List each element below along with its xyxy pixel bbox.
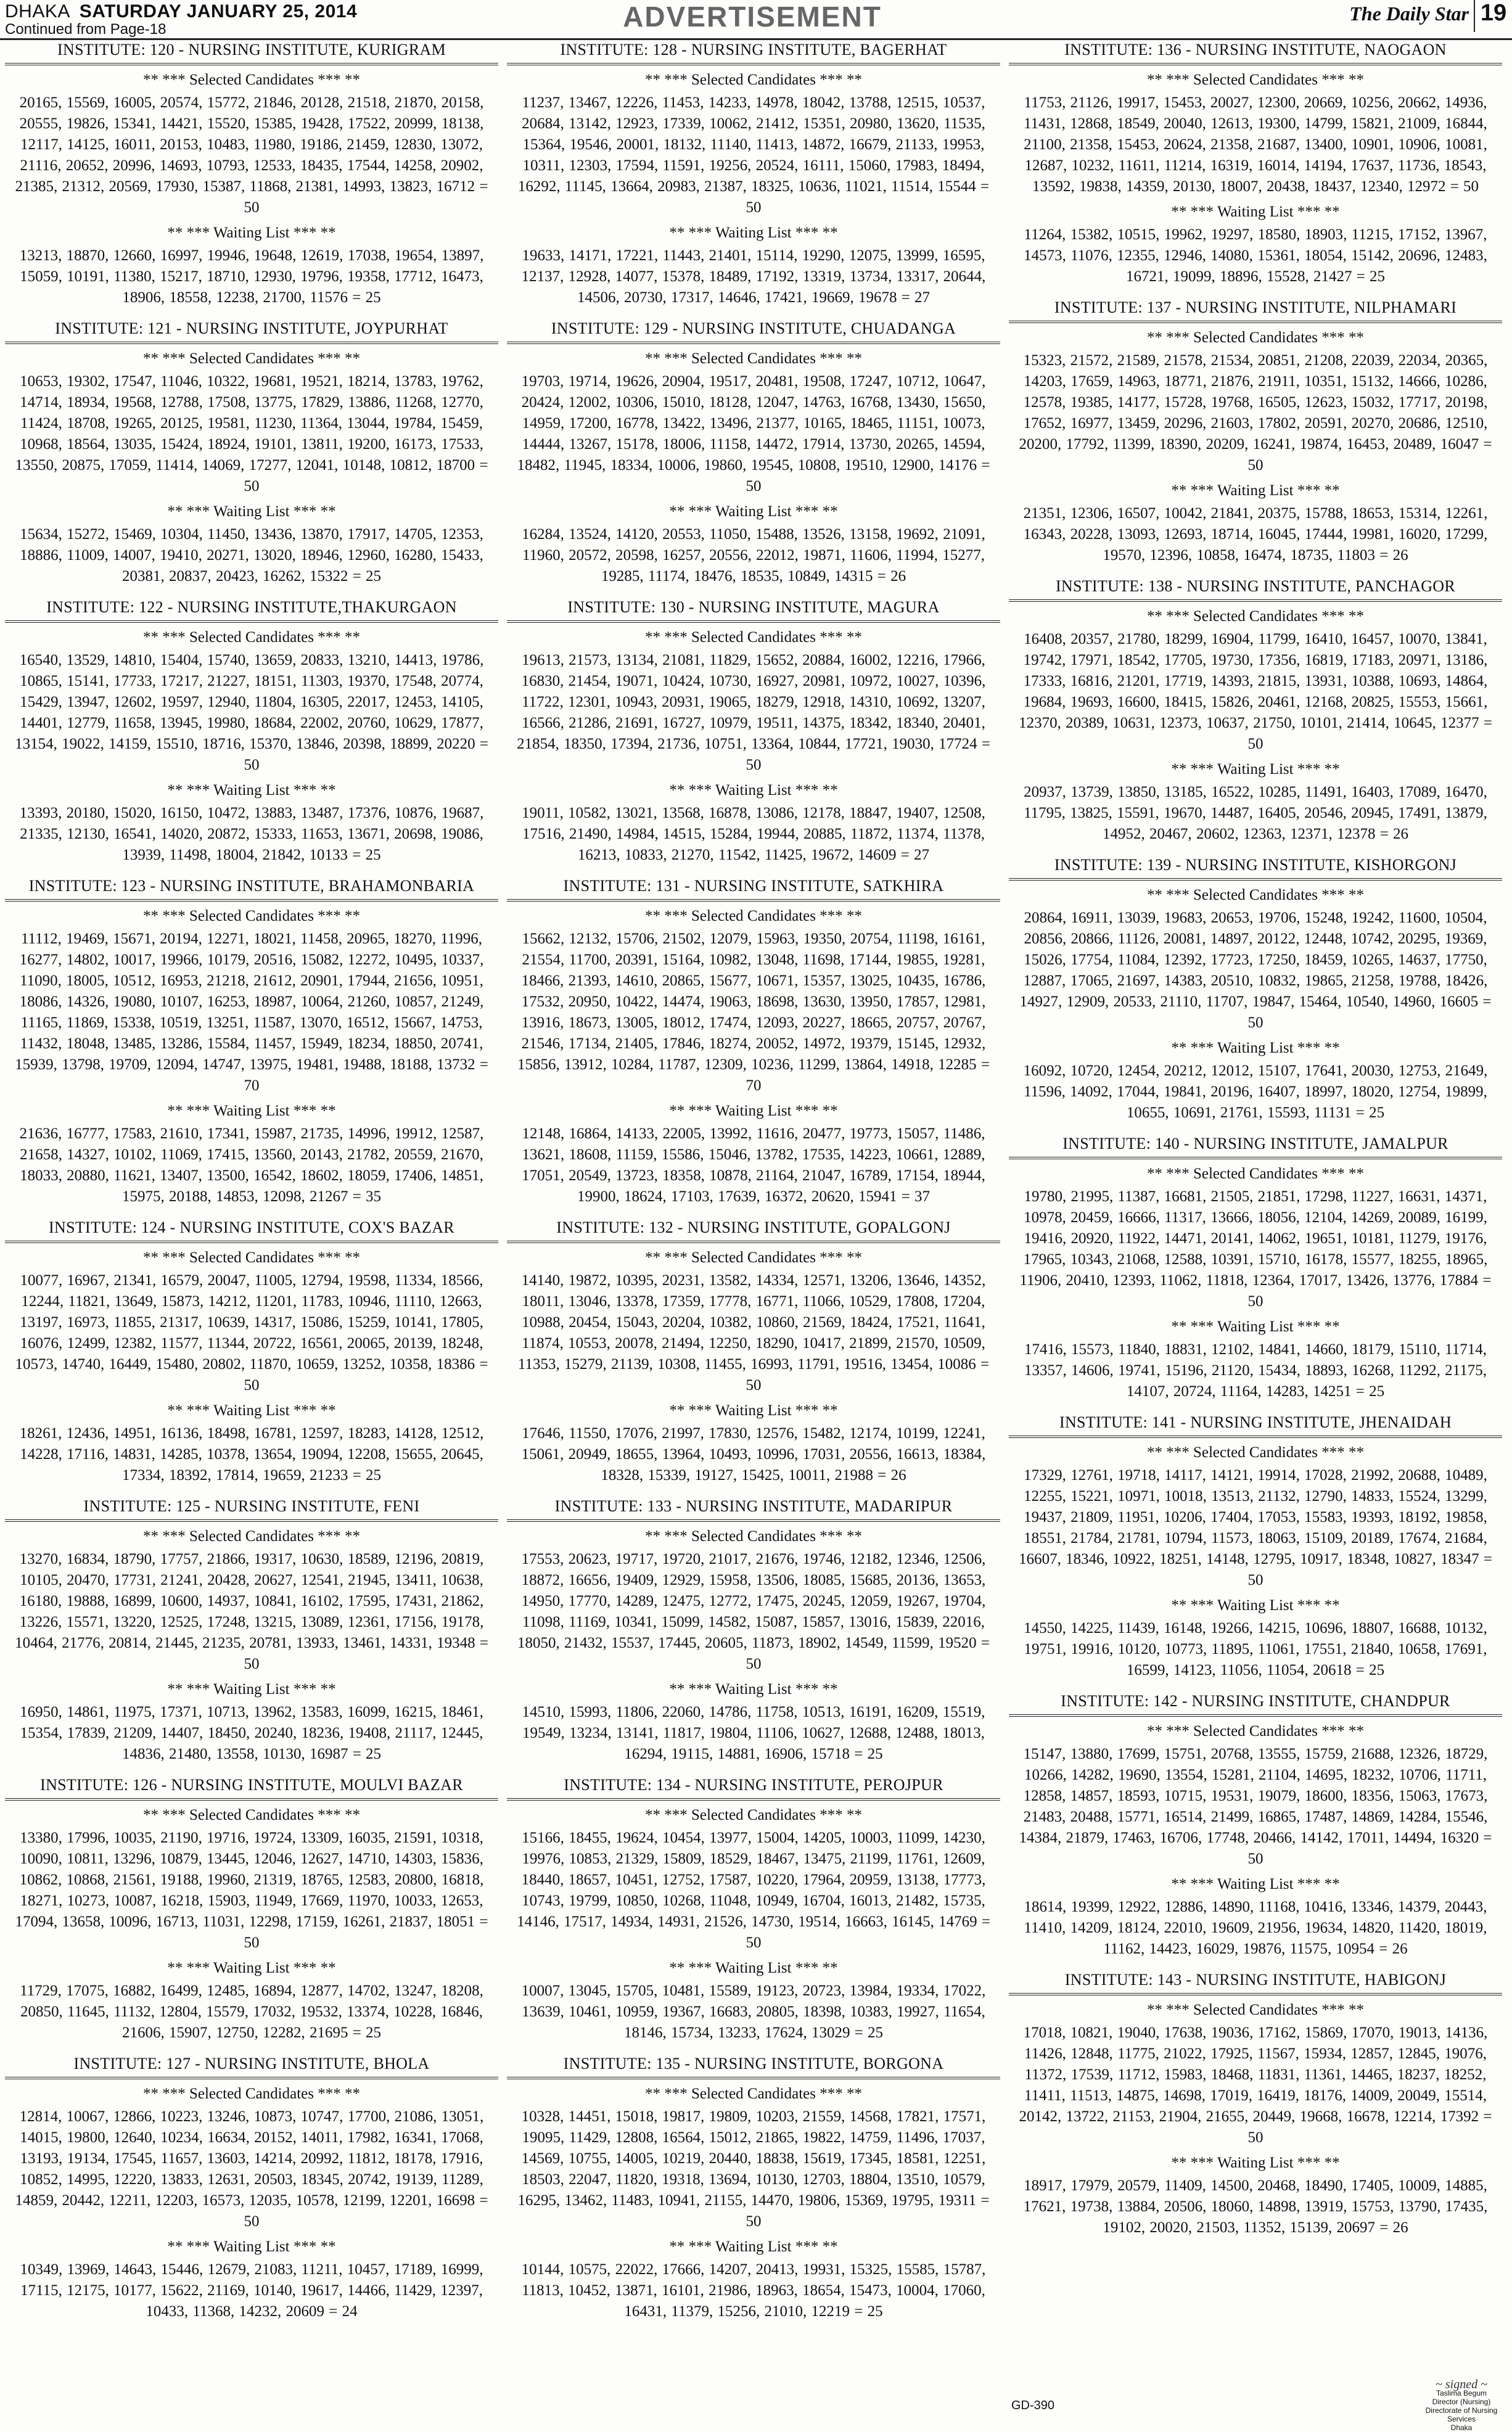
block-spacer: [1009, 1402, 1502, 1411]
waiting-list: 19011, 10582, 13021, 13568, 16878, 13086, 12178, 18847, 19407, 12508, 17516, 21490, 14984, 14515, 15284, 19944, 20885, 11872, 11374, 11378, 16213, 10833, 21270, 11542, 11425, 19672, 14609 = 27: [522, 805, 985, 863]
institute-title: INSTITUTE: 126 - NURSING INSTITUTE, MOULVI BAZAR: [5, 1773, 498, 1801]
signatory-title: Director (Nursing): [1432, 2397, 1491, 2406]
selected-label: ** *** Selected Candidates *** **: [142, 908, 360, 924]
selected-candidates: 13380, 17996, 10035, 21190, 19716, 19724, 13309, 16035, 21591, 10318, 10090, 10811, 13296, 10879, 13445, 12046, 12627, 14710, 14303, 15836, 10862, 10868, 21561, 19188, 19960, 21319, 18765, 12583, 20800, 16818, 18271, 10273, 10087, 16218, 15903, 11949, 17669, 11970, 10033, 12653, 17094, 13658, 10096, 16713, 11031, 12298, 17159, 16261, 21837, 18051 = 50: [15, 1830, 488, 1951]
selected-label: ** *** Selected Candidates *** **: [644, 908, 862, 924]
institute-title: INSTITUTE: 133 - NURSING INSTITUTE, MADARIPUR: [507, 1495, 1000, 1522]
institute-block: [5, 38, 498, 317]
selected-candidates: 11112, 19469, 15671, 20194, 12271, 18021, 11458, 20965, 18270, 11996, 16277, 14802, 10017, 19966, 10179, 20516, 15082, 12272, 10495, 10337, 11090, 18005, 10512, 16953, 21218, 21612, 20901, 17944, 21656, 10951, 18086, 14326, 19080, 10107, 16253, 18987, 10064, 21260, 10857, 21249, 11165, 11869, 15338, 10519, 13251, 11587, 13070, 16512, 15667, 14753, 11432, 18048, 13485, 13286, 15584, 11457, 15949, 18234, 18850, 20741, 15939, 13798, 19709, 12094, 14747, 13975, 19481, 19488, 18188, 13732 = 70: [15, 930, 488, 1094]
waiting-list: 14510, 15993, 11806, 22060, 14786, 11758, 10513, 16191, 16209, 15519, 19549, 13234, 13141, 11817, 19804, 11106, 10627, 12688, 12488, 18013, 16294, 19115, 14881, 16906, 15718 = 25: [522, 1704, 985, 1762]
block-spacer: [507, 866, 1000, 874]
block-spacer: [5, 2322, 498, 2331]
institute-block: [5, 2052, 498, 2331]
selected-label: ** *** Selected Candidates *** **: [1146, 2002, 1364, 2018]
waiting-list: 17646, 11550, 17076, 21997, 17830, 12576, 15482, 12174, 10199, 12241, 15061, 20949, 18655, 13964, 10493, 10996, 17031, 20556, 16613, 18384, 18328, 15339, 19127, 15425, 10011, 21988 = 26: [521, 1425, 986, 1484]
selected-candidates: 15662, 12132, 15706, 21502, 12079, 15963, 19350, 20754, 11198, 16161, 21554, 11700, 20391, 15164, 10982, 13048, 11698, 17144, 19855, 19281, 18466, 21393, 14610, 20865, 15677, 10671, 15357, 13025, 10435, 16786, 17532, 20950, 10422, 14474, 19063, 18698, 13630, 13950, 17857, 12981, 13916, 18673, 13005, 18012, 17474, 12093, 20227, 18665, 20757, 20767, 21546, 17134, 21405, 17846, 18274, 20052, 14972, 19379, 15145, 12932, 15856, 13912, 10284, 11787, 12309, 10236, 11299, 13864, 14918, 12285 = 70: [517, 930, 990, 1094]
block-spacer: [5, 866, 498, 874]
institute-block: [1009, 853, 1502, 1132]
institute-block: [507, 2052, 1000, 2331]
ad-code: GD-390: [1011, 2399, 1055, 2412]
selected-label: ** *** Selected Candidates *** **: [1146, 887, 1364, 903]
waiting-list: 16284, 13524, 14120, 20553, 11050, 15488, 13526, 13158, 19692, 21091, 11960, 20572, 20598, 16257, 20556, 22012, 19871, 11606, 11994, 15277, 19285, 11174, 18476, 18535, 10849, 14315 = 26: [522, 526, 985, 585]
waiting-label: ** *** Waiting List *** **: [669, 503, 838, 520]
institute-block: [5, 1773, 498, 2052]
selected-candidates: 17553, 20623, 19717, 19720, 21017, 21676, 19746, 12182, 12346, 12506, 18872, 16656, 19409, 12929, 15958, 13506, 18085, 15685, 20136, 13653, 14950, 17770, 14289, 12475, 12772, 17475, 20245, 12059, 19267, 19704, 11098, 11169, 10341, 15099, 14582, 15087, 15857, 13016, 15839, 22016, 18050, 21432, 15537, 17445, 20605, 11873, 18902, 14549, 11599, 19520 = 50: [517, 1551, 990, 1672]
institute-title: INSTITUTE: 123 - NURSING INSTITUTE, BRAHAMONBARIA: [5, 874, 498, 902]
waiting-list: 10349, 13969, 14643, 15446, 12679, 21083, 11211, 10457, 17189, 16999, 17115, 12175, 10177, 15622, 21169, 10140, 19617, 14466, 11429, 12397, 10433, 11368, 14232, 20609 = 24: [20, 2261, 483, 2320]
institute-title: INSTITUTE: 135 - NURSING INSTITUTE, BORGONA: [507, 2052, 1000, 2079]
waiting-list: 12148, 16864, 14133, 22005, 13992, 11616, 20477, 19773, 15057, 11486, 13621, 18608, 11159, 15586, 15046, 13782, 17535, 14223, 10661, 12889, 17051, 20549, 13723, 18358, 10878, 21164, 21047, 16789, 17154, 18944, 19900, 18624, 17103, 17639, 16372, 20620, 15941 = 37: [522, 1125, 985, 1205]
selected-label: ** *** Selected Candidates *** **: [142, 1249, 360, 1266]
waiting-label: ** *** Waiting List *** **: [1171, 482, 1340, 499]
selected-candidates: 20864, 16911, 13039, 19683, 20653, 19706, 15248, 19242, 11600, 10504, 20856, 20866, 11126, 20081, 14897, 20122, 12448, 10742, 20295, 19369, 15026, 17754, 11084, 12392, 17723, 17250, 18459, 10265, 14637, 17750, 12887, 17065, 21697, 14383, 20510, 10832, 19865, 21258, 19788, 18426, 14927, 12909, 20533, 21110, 11707, 19847, 15464, 10540, 14960, 16605 = 50: [1019, 910, 1492, 1031]
institute-title: INSTITUTE: 128 - NURSING INSTITUTE, BAGERHAT: [507, 38, 1000, 65]
institute-block: [5, 1216, 498, 1495]
selected-label: ** *** Selected Candidates *** **: [644, 629, 862, 646]
selected-label: ** *** Selected Candidates *** **: [142, 629, 360, 646]
institute-title: INSTITUTE: 121 - NURSING INSTITUTE, JOYPURHAT: [5, 317, 498, 344]
waiting-label: ** *** Waiting List *** **: [669, 1960, 838, 1976]
waiting-list: 20937, 13739, 13850, 13185, 16522, 10285, 11491, 16403, 17089, 16470, 11795, 13825, 15591, 19670, 14487, 16405, 20546, 20945, 17491, 13879, 14952, 20467, 20602, 12363, 12371, 12378 = 26: [1024, 784, 1487, 842]
selected-label: ** *** Selected Candidates *** **: [1146, 329, 1364, 346]
block-spacer: [1009, 287, 1502, 296]
selected-label: ** *** Selected Candidates *** **: [1146, 608, 1364, 625]
waiting-label: ** *** Waiting List *** **: [167, 782, 336, 799]
block-spacer: [1009, 566, 1502, 575]
selected-label: ** *** Selected Candidates *** **: [142, 1528, 360, 1545]
institute-block: [1009, 38, 1502, 296]
selected-candidates: 14140, 19872, 10395, 20231, 13582, 14334, 12571, 13206, 13646, 14352, 18011, 13046, 13378, 17359, 17778, 16771, 11066, 10529, 17808, 17204, 10988, 20454, 15043, 20204, 10382, 10860, 21569, 18424, 17521, 11641, 11874, 10553, 20078, 21494, 12250, 18290, 10417, 21899, 21570, 10509, 11353, 15279, 21139, 10308, 11455, 16993, 11791, 19516, 13454, 10086 = 50: [517, 1272, 990, 1394]
institute-block: [507, 1216, 1000, 1495]
institute-block: [5, 317, 498, 596]
dateline: [5, 1, 357, 22]
selected-candidates: 15147, 13880, 17699, 15751, 20768, 13555, 15759, 21688, 12326, 18729, 10266, 14282, 19690, 13554, 15281, 21104, 14695, 18232, 10706, 11711, 12858, 14857, 18593, 10715, 19531, 19079, 18600, 18356, 15063, 17673, 21483, 20488, 15771, 16514, 21499, 16865, 17487, 14869, 14284, 15546, 14384, 21879, 17463, 16706, 17748, 20466, 14142, 17011, 14494, 16320 = 50: [1019, 1746, 1492, 1867]
institute-title: INSTITUTE: 136 - NURSING INSTITUTE, NAOGAON: [1009, 38, 1502, 65]
selected-label: ** *** Selected Candidates *** **: [142, 72, 360, 88]
selected-candidates: 10077, 16967, 21341, 16579, 20047, 11005, 12794, 19598, 11334, 18566, 12244, 11821, 13649, 15873, 14212, 11201, 11783, 10946, 11110, 12663, 13197, 16973, 11855, 21317, 10639, 14317, 15086, 15259, 10141, 17805, 16076, 12499, 12382, 11577, 11344, 20722, 16561, 20065, 20139, 18248, 10573, 14740, 16449, 15480, 20802, 11870, 10659, 13252, 10358, 18386 = 50: [15, 1272, 488, 1394]
selected-label: ** *** Selected Candidates *** **: [644, 72, 862, 88]
waiting-list: 16092, 10720, 12454, 20212, 12012, 15107, 17641, 20030, 12753, 21649, 11596, 14092, 17044, 19841, 20196, 16407, 18997, 18020, 12754, 19899, 10655, 10691, 21761, 15593, 11131 = 25: [1023, 1062, 1488, 1121]
selected-candidates: 19780, 21995, 11387, 16681, 21505, 21851, 17298, 11227, 16631, 14371, 10978, 20459, 16666, 11317, 13666, 18056, 12104, 14269, 20089, 16199, 19416, 20920, 11922, 14471, 20141, 14062, 19651, 10181, 11279, 19176, 17965, 10343, 21068, 12588, 10391, 15710, 16178, 15577, 18255, 18965, 11906, 20410, 12393, 11062, 11818, 12364, 17017, 13426, 13776, 17884 = 50: [1019, 1188, 1492, 1310]
waiting-label: ** *** Waiting List *** **: [1171, 1318, 1340, 1335]
waiting-label: ** *** Waiting List *** **: [1171, 1597, 1340, 1614]
institute-title: INSTITUTE: 139 - NURSING INSTITUTE, KISHORGONJ: [1009, 853, 1502, 881]
selected-label: ** *** Selected Candidates *** **: [644, 1528, 862, 1545]
selected-candidates: 10653, 19302, 17547, 11046, 10322, 19681, 19521, 18214, 13783, 19762, 14714, 18934, 19568, 12788, 17508, 13775, 17829, 13886, 11268, 12770, 11424, 18708, 19265, 20125, 19581, 11230, 11364, 13044, 19784, 15459, 10968, 18564, 13035, 15424, 18924, 19101, 13811, 19200, 16173, 17533, 13550, 20875, 17059, 11414, 14069, 17277, 12041, 10148, 10812, 18700 = 50: [15, 373, 488, 495]
block-spacer: [507, 1207, 1000, 1216]
waiting-list: 18917, 17979, 20579, 11409, 14500, 20468, 18490, 17405, 10009, 14885, 17621, 19738, 13884, 20506, 18060, 14898, 13919, 15753, 13790, 17435, 19102, 20020, 21503, 11352, 15139, 20697 = 26: [1023, 2177, 1488, 2236]
waiting-label: ** *** Waiting List *** **: [167, 1103, 336, 1119]
waiting-list: 15634, 15272, 15469, 10304, 11450, 13436, 13870, 17917, 14705, 12353, 18886, 11009, 14007, 19410, 20271, 13020, 18946, 12960, 16280, 15433, 20381, 20837, 20423, 16262, 15322 = 25: [20, 526, 483, 585]
selected-candidates: 16408, 20357, 21780, 18299, 16904, 11799, 16410, 16457, 10070, 13841, 19742, 17971, 18542, 17705, 19730, 17356, 16819, 17183, 20971, 13186, 17333, 16816, 21201, 17719, 14393, 21815, 13931, 10388, 10693, 14864, 19684, 19693, 16600, 18415, 15826, 20461, 12168, 20825, 15553, 15661, 12370, 20389, 10631, 12373, 10637, 21750, 10101, 21414, 10645, 12377 = 50: [1019, 631, 1492, 752]
institute-title: INSTITUTE: 134 - NURSING INSTITUTE, PEROJPUR: [507, 1773, 1000, 1801]
newspaper-logo: The Daily Star: [1349, 2, 1469, 25]
block-spacer: [507, 308, 1000, 317]
selected-candidates: 11753, 21126, 19917, 15453, 20027, 12300, 20669, 10256, 20662, 14936, 11431, 12868, 18549, 20040, 12613, 19300, 14799, 15821, 21009, 16844, 21100, 21358, 15453, 20624, 21358, 21687, 13400, 10901, 10906, 10081, 12687, 10232, 11611, 11214, 16319, 16014, 14194, 17637, 11736, 18543, 13592, 19838, 14359, 20130, 18007, 20438, 18437, 12340, 12972 = 50: [1024, 94, 1487, 195]
dateline-city: DHAKA: [5, 1, 70, 22]
signature-block: [1418, 2380, 1505, 2432]
block-spacer: [1009, 1960, 1502, 1968]
waiting-label: ** *** Waiting List *** **: [167, 2238, 336, 2255]
selected-label: ** *** Selected Candidates *** **: [644, 1249, 862, 1266]
institute-title: INSTITUTE: 142 - NURSING INSTITUTE, CHANDPUR: [1009, 1690, 1502, 1717]
waiting-label: ** *** Waiting List *** **: [167, 1402, 336, 1419]
selected-label: ** *** Selected Candidates *** **: [644, 1807, 862, 1823]
institute-title: INSTITUTE: 132 - NURSING INSTITUTE, GOPALGONJ: [507, 1216, 1000, 1243]
waiting-list: 10007, 13045, 15705, 10481, 15589, 19123, 20723, 13984, 19334, 17022, 13639, 10461, 10959, 19367, 16683, 20805, 18398, 10383, 19927, 11654, 18146, 15734, 13233, 17624, 13029 = 25: [521, 1982, 986, 2041]
institute-block: [1009, 296, 1502, 575]
block-spacer: [5, 587, 498, 596]
institute-title: INSTITUTE: 120 - NURSING INSTITUTE, KURIGRAM: [5, 38, 498, 65]
waiting-list: 21636, 16777, 17583, 21610, 17341, 15987, 21735, 14996, 19912, 12587, 21658, 14327, 10102, 11069, 17415, 13560, 20143, 21782, 20559, 21670, 18033, 20880, 11621, 13407, 13500, 16542, 18602, 18059, 17406, 14851, 15975, 20188, 14853, 12098, 21267 = 35: [19, 1125, 484, 1205]
waiting-label: ** *** Waiting List *** **: [167, 224, 336, 241]
institute-block: [1009, 575, 1502, 853]
waiting-label: ** *** Waiting List *** **: [1171, 761, 1340, 778]
institute-block: [5, 596, 498, 874]
block-spacer: [5, 1486, 498, 1495]
section-title: ADVERTISEMENT: [623, 1, 882, 33]
selected-label: ** *** Selected Candidates *** **: [644, 350, 862, 367]
institute-block: [5, 1495, 498, 1773]
selected-candidates: 15166, 18455, 19624, 10454, 13977, 15004, 14205, 10003, 11099, 14230, 19976, 10853, 21329, 15809, 18529, 18467, 13475, 21199, 11761, 12609, 18440, 18657, 10451, 12752, 17587, 10220, 17964, 20959, 13138, 17773, 10743, 19799, 10850, 10268, 11048, 10949, 16704, 16013, 21482, 15735, 14146, 17517, 14934, 14931, 21526, 14730, 19514, 16663, 16145, 14769 = 50: [517, 1830, 990, 1951]
waiting-label: ** *** Waiting List *** **: [669, 782, 838, 799]
waiting-list: 10144, 10575, 22022, 17666, 14207, 20413, 19931, 15325, 15585, 15787, 11813, 10452, 13871, 16101, 21986, 18963, 18654, 15473, 10004, 17060, 16431, 11379, 15256, 21010, 12219 = 25: [521, 2261, 986, 2320]
selected-label: ** *** Selected Candidates *** **: [142, 350, 360, 367]
waiting-list: 14550, 14225, 11439, 16148, 19266, 14215, 10696, 18807, 16688, 10132, 19751, 19916, 10120, 10773, 11895, 11061, 17551, 21840, 10658, 17691, 16599, 14123, 11056, 11054, 20618 = 25: [1024, 1620, 1487, 1678]
institute-block: [507, 38, 1000, 317]
selected-candidates: 11237, 13467, 12226, 11453, 14233, 14978, 18042, 13788, 12515, 10537, 20684, 13142, 12923, 17339, 10062, 21412, 15351, 20980, 13620, 11535, 15364, 19546, 20001, 18132, 11140, 11413, 14872, 16679, 21133, 19953, 10311, 12303, 17594, 11591, 19256, 20524, 16111, 15060, 17983, 18494, 16292, 11145, 13664, 20983, 21387, 18325, 10636, 11021, 11514, 15544 = 50: [517, 94, 990, 216]
waiting-label: ** *** Waiting List *** **: [669, 1103, 838, 1119]
waiting-list: 16950, 14861, 11975, 17371, 10713, 13962, 13583, 16099, 16215, 18461, 15354, 17839, 21209, 14407, 18450, 20240, 18236, 19408, 21117, 12445, 14836, 21480, 13558, 10130, 16987 = 25: [20, 1704, 483, 1762]
institute-title: INSTITUTE: 141 - NURSING INSTITUTE, JHENAIDAH: [1009, 1411, 1502, 1438]
institute-block: [1009, 1411, 1502, 1690]
institute-title: INSTITUTE: 129 - NURSING INSTITUTE, CHUADANGA: [507, 317, 1000, 344]
waiting-label: ** *** Waiting List *** **: [1171, 2155, 1340, 2171]
waiting-list: 17416, 15573, 11840, 18831, 12102, 14841, 14660, 18179, 15110, 11714, 13357, 14606, 19741, 15196, 21120, 15434, 18893, 16268, 11292, 21175, 14107, 20724, 11164, 14283, 14251 = 25: [1024, 1341, 1487, 1400]
waiting-list: 11729, 17075, 16882, 16499, 12485, 16894, 12877, 14702, 13247, 18208, 20850, 11645, 11132, 12804, 15579, 17032, 19532, 13374, 10228, 16846, 21606, 15907, 12750, 12282, 21695 = 25: [20, 1982, 483, 2041]
institute-block: [1009, 1132, 1502, 1411]
institute-title: INSTITUTE: 125 - NURSING INSTITUTE, FENI: [5, 1495, 498, 1522]
signatory-org: Directorate of Nursing Services: [1425, 2406, 1498, 2423]
waiting-list: 13213, 18870, 12660, 16997, 19946, 19648, 12619, 17038, 19654, 13897, 15059, 10191, 11380, 15217, 18710, 12930, 19796, 19358, 17712, 16473, 18906, 18558, 12238, 21700, 11576 = 25: [19, 247, 484, 306]
selected-label: ** *** Selected Candidates *** **: [142, 1807, 360, 1823]
selected-candidates: 20165, 15569, 16005, 20574, 15772, 21846, 20128, 21518, 21870, 20158, 20555, 19826, 15341, 14421, 15520, 15385, 19428, 17522, 20999, 18138, 12117, 14125, 16011, 20153, 10483, 11980, 19186, 21459, 12830, 13072, 21116, 20652, 20996, 14693, 10793, 12533, 18435, 17544, 14258, 20902, 21385, 21312, 20569, 17930, 15387, 11868, 21381, 14993, 13823, 16712 = 50: [15, 94, 488, 216]
waiting-label: ** *** Waiting List *** **: [669, 224, 838, 241]
selected-label: ** *** Selected Candidates *** **: [1146, 1444, 1364, 1461]
block-spacer: [507, 587, 1000, 596]
institute-block: [507, 874, 1000, 1216]
waiting-list: 18261, 12436, 14951, 16136, 18498, 16781, 12597, 18283, 14128, 12512, 14228, 17116, 14831, 14285, 10378, 13654, 19094, 12208, 15655, 20645, 17334, 18392, 17814, 19659, 21233 = 25: [19, 1425, 484, 1484]
selected-candidates: 19703, 19714, 19626, 20904, 19517, 20481, 19508, 17247, 10712, 10647, 20424, 12002, 10306, 15010, 18128, 12047, 14763, 16768, 13430, 15650, 14959, 17200, 16778, 13422, 13496, 21377, 10165, 18465, 11151, 10073, 14444, 13267, 15178, 18006, 11158, 14472, 17914, 13730, 20265, 14594, 18482, 11945, 18334, 10006, 19860, 19545, 10808, 19510, 12900, 14176 = 50: [517, 373, 990, 495]
column-1: [5, 38, 498, 2331]
selected-candidates: 12814, 10067, 12866, 10223, 13246, 10873, 10747, 17700, 21086, 13051, 14015, 19800, 12640, 10234, 16634, 20152, 14011, 17982, 16341, 17068, 13193, 19134, 17545, 11657, 13603, 14214, 20992, 11812, 18178, 17916, 10852, 14995, 12220, 13833, 12631, 20503, 18345, 20742, 19139, 11289, 14859, 20442, 12211, 12203, 16573, 12035, 10578, 12199, 12201, 16698 = 50: [15, 2108, 488, 2230]
institute-block: [507, 1773, 1000, 2052]
selected-label: ** *** Selected Candidates *** **: [1146, 1723, 1364, 1740]
block-spacer: [507, 2044, 1000, 2052]
block-spacer: [5, 1765, 498, 1773]
institute-title: INSTITUTE: 140 - NURSING INSTITUTE, JAMALPUR: [1009, 1132, 1502, 1159]
block-spacer: [1009, 1124, 1502, 1132]
waiting-list: 21351, 12306, 16507, 10042, 21841, 20375, 15788, 18653, 15314, 12261, 16343, 20228, 13093, 12693, 18714, 16045, 17444, 19981, 16020, 17299, 19570, 12396, 10858, 16474, 18735, 11803 = 26: [1023, 505, 1488, 564]
institute-block: [507, 317, 1000, 596]
institute-block: [1009, 1690, 1502, 1968]
block-spacer: [507, 1486, 1000, 1495]
institute-block: [5, 874, 498, 1216]
page-number: 19: [1474, 0, 1512, 32]
block-spacer: [1009, 1681, 1502, 1690]
dateline-date: SATURDAY JANUARY 25, 2014: [79, 1, 358, 22]
block-spacer: [507, 2322, 1000, 2331]
selected-candidates: 16540, 13529, 14810, 15404, 15740, 13659, 20833, 13210, 14413, 19786, 10865, 15141, 17733, 17217, 21227, 18151, 11303, 19370, 17548, 20774, 15429, 13947, 12602, 19597, 12940, 11804, 16305, 22017, 12453, 14105, 14401, 12779, 11658, 13945, 19980, 18684, 22002, 20760, 10629, 17877, 13154, 19022, 14159, 15510, 18716, 15370, 13846, 20398, 18899, 20220 = 50: [15, 652, 488, 773]
signature-scrawl: ~ signed ~: [1436, 2378, 1487, 2391]
institute-title: INSTITUTE: 137 - NURSING INSTITUTE, NILPHAMARI: [1009, 296, 1502, 323]
waiting-label: ** *** Waiting List *** **: [167, 503, 336, 520]
institute-title: INSTITUTE: 124 - NURSING INSTITUTE, COX'S BAZAR: [5, 1216, 498, 1243]
block-spacer: [5, 2044, 498, 2052]
waiting-label: ** *** Waiting List *** **: [669, 1681, 838, 1698]
block-spacer: [507, 1765, 1000, 1773]
selected-candidates: 17329, 12761, 19718, 14117, 14121, 19914, 17028, 21992, 20688, 10489, 12255, 15221, 10971, 10018, 13513, 21132, 12790, 14833, 15524, 13299, 19437, 21809, 11951, 10206, 17404, 17053, 15583, 19393, 18192, 19858, 18551, 21784, 21781, 10794, 11573, 18063, 15109, 20189, 17674, 21684, 16607, 18346, 10922, 18251, 14148, 12795, 10917, 18348, 10827, 18347 = 50: [1019, 1467, 1492, 1588]
waiting-list: 19633, 14171, 17221, 11443, 21401, 15114, 19290, 12075, 13999, 16595, 12137, 12928, 14077, 15378, 18489, 17192, 13319, 13734, 13317, 20644, 14506, 20730, 17317, 14646, 17421, 19669, 19678 = 27: [521, 247, 986, 306]
block-spacer: [5, 1207, 498, 1216]
selected-candidates: 19613, 21573, 13134, 21081, 11829, 15652, 20884, 16002, 12216, 17966, 16830, 21454, 19071, 10424, 10730, 16927, 20981, 10972, 10027, 10396, 11722, 12301, 10943, 20931, 19065, 18279, 12918, 14310, 10692, 13207, 16566, 21286, 21691, 16727, 10979, 19511, 14375, 18342, 18340, 20401, 21854, 18350, 17394, 21736, 10751, 13364, 10844, 17721, 19030, 17724 = 50: [517, 652, 990, 773]
waiting-label: ** *** Waiting List *** **: [1171, 1040, 1340, 1056]
selected-candidates: 13270, 16834, 18790, 17757, 21866, 19317, 10630, 18589, 12196, 20819, 10105, 20470, 17731, 21241, 20428, 20627, 12541, 21945, 13411, 10638, 16180, 19888, 16899, 10600, 14937, 10841, 16102, 17595, 17431, 21862, 13226, 15571, 13220, 12525, 17248, 13215, 13089, 12361, 17156, 19178, 10464, 21776, 20814, 21445, 21235, 20781, 13933, 13461, 14331, 19348 = 50: [15, 1551, 488, 1672]
block-spacer: [5, 308, 498, 317]
waiting-label: ** *** Waiting List *** **: [669, 1402, 838, 1419]
masthead: [0, 0, 1512, 40]
institute-title: INSTITUTE: 130 - NURSING INSTITUTE, MAGURA: [507, 596, 1000, 623]
waiting-label: ** *** Waiting List *** **: [669, 2238, 838, 2255]
column-3: [1009, 38, 1502, 2247]
institute-title: INSTITUTE: 138 - NURSING INSTITUTE, PANCHAGOR: [1009, 575, 1502, 602]
selected-label: ** *** Selected Candidates *** **: [1146, 72, 1364, 88]
continued-note: Continued from Page-18: [5, 21, 166, 38]
waiting-list: 11264, 15382, 10515, 19962, 19297, 18580, 18903, 11215, 17152, 13967, 14573, 11076, 12355, 12946, 14080, 15361, 18054, 15142, 20696, 12483, 16721, 19099, 18896, 15528, 21427 = 25: [1024, 226, 1487, 285]
waiting-list: 18614, 19399, 12922, 12886, 14890, 11168, 10416, 13346, 14379, 20443, 11410, 14209, 18124, 22010, 19609, 21956, 19634, 14820, 11420, 18019, 11162, 14423, 16029, 19876, 11575, 10954 = 26: [1024, 1899, 1487, 1957]
column-2: [507, 38, 1000, 2331]
institute-title: INSTITUTE: 127 - NURSING INSTITUTE, BHOLA: [5, 2052, 498, 2079]
selected-label: ** *** Selected Candidates *** **: [1146, 1165, 1364, 1182]
waiting-label: ** *** Waiting List *** **: [167, 1960, 336, 1976]
waiting-label: ** *** Waiting List *** **: [167, 1681, 336, 1698]
institute-title: INSTITUTE: 131 - NURSING INSTITUTE, SATKHIRA: [507, 874, 1000, 902]
waiting-label: ** *** Waiting List *** **: [1171, 1876, 1340, 1892]
selected-candidates: 15323, 21572, 21589, 21578, 21534, 20851, 21208, 22039, 22034, 20365, 14203, 17659, 14963, 18771, 21876, 21911, 10351, 15132, 14666, 10286, 12578, 19385, 14177, 15728, 19768, 16505, 12623, 15032, 17717, 20198, 17652, 16977, 13459, 20296, 21603, 17802, 20591, 20270, 20686, 12510, 20200, 17792, 11399, 18390, 20209, 16241, 19874, 16453, 20489, 16047 = 50: [1019, 352, 1492, 474]
selected-candidates: 10328, 14451, 15018, 19817, 19809, 10203, 21559, 14568, 17821, 17571, 19095, 11429, 12808, 16564, 15012, 21865, 19822, 14759, 11496, 17037, 14569, 10755, 14005, 10219, 20440, 18838, 15619, 17345, 18581, 12251, 18503, 22047, 11820, 19318, 13694, 10130, 12703, 18804, 13510, 10579, 16295, 13462, 11483, 10941, 21155, 14470, 19806, 15369, 19795, 19311 = 50: [517, 2108, 990, 2230]
block-spacer: [1009, 845, 1502, 853]
signatory-name: Taslima Begum: [1436, 2389, 1487, 2397]
waiting-label: ** *** Waiting List *** **: [1171, 203, 1340, 220]
selected-candidates: 17018, 10821, 19040, 17638, 19036, 17162, 15869, 17070, 19013, 14136, 11426, 12848, 11775, 21022, 17925, 11567, 15934, 12857, 12845, 19076, 11372, 17539, 11712, 15983, 18468, 11831, 11361, 14465, 18237, 18252, 11411, 11513, 14875, 14698, 17019, 16419, 18176, 14009, 20049, 15514, 20142, 13722, 21153, 21904, 21655, 20449, 19668, 16678, 12214, 17392 = 50: [1019, 2024, 1492, 2146]
institute-title: INSTITUTE: 143 - NURSING INSTITUTE, HABIGONJ: [1009, 1968, 1502, 1995]
selected-label: ** *** Selected Candidates *** **: [142, 2085, 360, 2102]
block-spacer: [1009, 2238, 1502, 2247]
institute-block: [507, 1495, 1000, 1773]
selected-label: ** *** Selected Candidates *** **: [644, 2085, 862, 2102]
signatory-city: Dhaka: [1450, 2423, 1473, 2432]
institute-block: [507, 596, 1000, 874]
institute-block: [1009, 1968, 1502, 2247]
waiting-list: 13393, 20180, 15020, 16150, 10472, 13883, 13487, 17376, 10876, 19687, 21335, 12130, 16541, 14020, 20872, 15333, 11653, 13671, 20698, 19086, 13939, 11498, 18004, 21842, 10133 = 25: [19, 805, 484, 863]
institute-title: INSTITUTE: 122 - NURSING INSTITUTE,THAKURGAON: [5, 596, 498, 623]
